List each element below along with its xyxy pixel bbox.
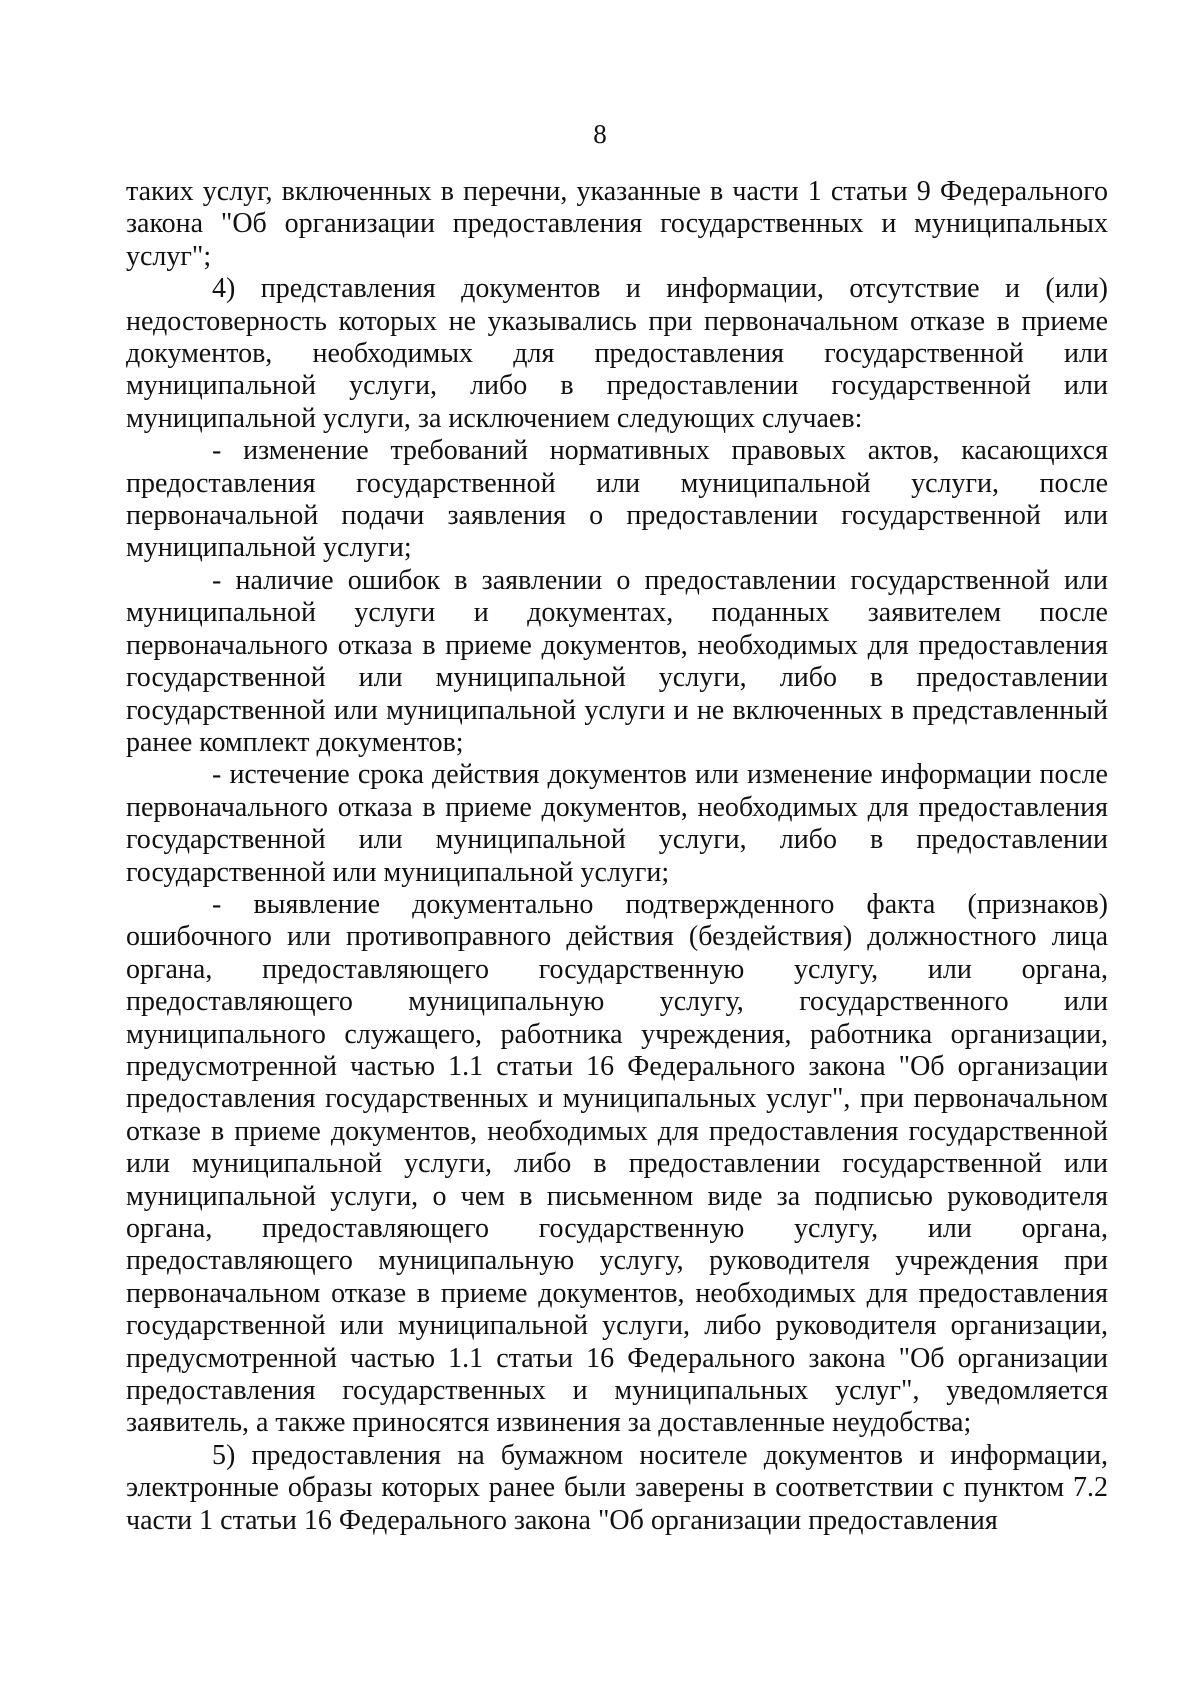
document-body xyxy=(126,176,1108,1537)
paragraph-case-official-error: - выявление документально подтвержденного факта (признаков) ошибочного или противоправного действия (бездействия) должностного лица органа, предоставляющего государственную услугу, или органа, предоставляющего муниципальную услугу, государственного или муниципального служащего, работника учреждения, работника организации, предусмотренной частью 1.1 статьи 16 Федерального закона "Об организации предоставления государственных и муниципальных услуг", при первоначальном отказе в приеме документов, необходимых для предоставления государственной или муниципальной услуги, либо в предоставлении государственной или муниципальной услуги, о чем в письменном виде за подписью руководителя органа, предоставляющего государственную услугу, или органа, предоставляющего муниципальную услугу, руководителя учреждения при первоначальном отказе в приеме документов, необходимых для предоставления государственной или муниципальной услуги, либо руководителя организации, предусмотренной частью 1.1 статьи 16 Федерального закона "Об организации предоставления государственных и муниципальных услуг", уведомляется заявитель, а также приносятся извинения за доставленные неудобства; xyxy=(126,888,1108,1439)
page-number: 8 xyxy=(593,119,607,149)
paragraph-case-requirements-change: - изменение требований нормативных правовых актов, касающихся предоставления государственной или муниципальной услуги, после первоначальной подачи заявления о предоставлении государственной или муниципальной услуги; xyxy=(126,435,1108,564)
paragraph-item-5: 5) предоставления на бумажном носителе документов и информации, электронные образы которых ранее были заверены в соответствии с пунктом 7.2 части 1 статьи 16 Федерального закона "Об организации предоставления xyxy=(126,1439,1108,1536)
paragraph-case-expiry: - истечение срока действия документов или изменение информации после первоначального отказа в приеме документов, необходимых для предоставления государственной или муниципальной услуги, либо в предоставлении государственной или муниципальной услуги; xyxy=(126,759,1108,888)
paragraph-continuation: таких услуг, включенных в перечни, указанные в части 1 статьи 9 Федерального закона "Об организации предоставления государственных и муниципальных услуг"; xyxy=(126,176,1108,272)
paragraph-item-4: 4) представления документов и информации, отсутствие и (или) недостоверность которых не указывались при первоначальном отказе в приеме документов, необходимых для предоставления государственной или муниципальной услуги, либо в предоставлении государственной или муниципальной услуги, за исключением следующих случаев: xyxy=(126,273,1108,434)
paragraph-case-errors: - наличие ошибок в заявлении о предоставлении государственной или муниципальной услуги и документах, поданных заявителем после первоначального отказа в приеме документов, необходимых для предоставления государственной или муниципальной услуги, либо в предоставлении государственной или муниципальной услуги и не включенных в представленный ранее комплект документов; xyxy=(126,564,1108,758)
